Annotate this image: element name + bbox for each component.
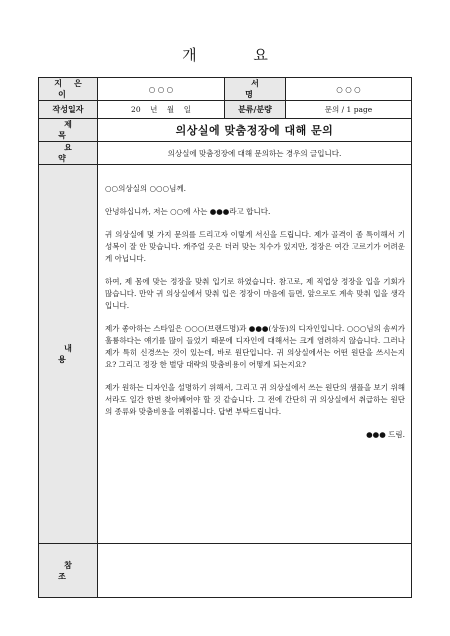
content-label: 내 용 [39, 165, 98, 544]
author-value: ○ ○ ○ [98, 78, 225, 101]
signoff-text: ●●● 드림. [366, 430, 405, 439]
date-value: 20 년 월 일 [98, 101, 225, 119]
subject-row [39, 119, 412, 142]
subject-label: 제 목 [39, 119, 98, 142]
subject-value: 의상실에 맞춤정장에 대해 문의 [98, 119, 412, 142]
content-row [39, 165, 412, 544]
paragraph-4: 제가 원하는 디자인을 설명하기 위해서, 그리고 귀 의상실에서 쓰는 원단의 샘플을 보기 위해서라도 일간 한번 찾아봬어야 할 것 같습니다. 그 전에 간단히 귀 의상실에서 취급하는 원단의 종류와 맞춤비용을 여쭤봅니다. 답변 부탁드립니다. [105, 383, 405, 416]
reference-value [98, 544, 412, 598]
paragraph-3: 제가 좋아하는 스타일은 ○○○(브랜드명)과 ●●●(상동)의 디자인입니다. ○○○님의 솜씨가 훌륭하다는 얘기를 많이 들었기 때문에 디자인에 대해서는 크게 염려하지 않습니다. 그러나 제가 특히 신경쓰는 것이 있는데, 바로 원단입니다. 귀 의상실에서는 어떤 원단을 쓰시는지요? 그리고 정장 한 벌당 대략의 맞춤비용이 어떻게 되는지요? [105, 324, 405, 369]
overview-form-table [38, 77, 412, 598]
reference-label: 참 조 [39, 544, 98, 598]
author-label: 지은이 [39, 78, 98, 101]
category-label: 분류/분량 [225, 101, 286, 119]
summary-value: 의상실에 맞춤정장에 대해 문의하는 경우의 글입니다. [98, 142, 412, 165]
date-label: 작성일자 [39, 101, 98, 119]
document-title: 개 요 [182, 46, 294, 64]
paragraph-1: 귀 의상실에 몇 가지 문의를 드리고자 이렇게 서신을 드립니다. 제가 골격이 좀 특이해서 기성복이 잘 안 맞습니다. 캐주얼 옷은 더러 맞는 치수가 있지만, 정장은 여간 고르기가 어려운 게 아닙니다. [105, 230, 405, 263]
content-body [98, 165, 412, 544]
paragraph-2: 하여, 제 몸에 맞는 정장을 맞춰 입기로 하였습니다. 참고로, 제 직업상 정장을 입을 기회가 많습니다. 만약 귀 의상실에서 맞춰 입은 정장이 마음에 들면, 앞으로도 계속 맞춰 입을 생각입니다. [105, 277, 405, 310]
signature-value: ○ ○ ○ [286, 78, 412, 101]
date-row [39, 101, 412, 119]
summary-label: 요 약 [39, 142, 98, 165]
intro-text: 안녕하십니까, 저는 ○○에 사는 ●●●라고 합니다. [105, 207, 271, 216]
reference-row [39, 544, 412, 598]
summary-row [39, 142, 412, 165]
author-row [39, 78, 412, 101]
greeting-text: ○○의상실의 ○○○님께. [105, 184, 186, 193]
signature-label: 서 명 [225, 78, 286, 101]
category-value: 문의 / 1 page [286, 101, 412, 119]
